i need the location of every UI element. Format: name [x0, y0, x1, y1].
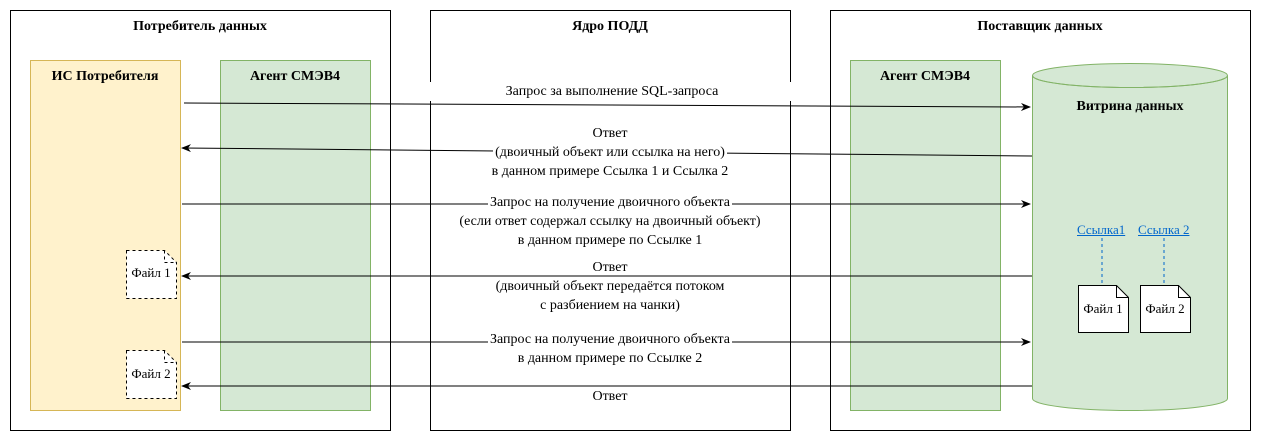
message-label: Ответ (двоичный объект передаётся потоком с разбиением на чанки) [495, 260, 725, 313]
consumer-file2-label: Файл 2 [131, 366, 171, 381]
provider-agent-title: Агент СМЭВ4 [879, 69, 971, 84]
consumer-agent-title: Агент СМЭВ4 [249, 69, 341, 84]
provider-file2-label: Файл 2 [1145, 301, 1185, 316]
message-label: Ответ (двоичный объект или ссылка на него) в данном примере Ссылка 1 и Ссылка 2 [491, 126, 729, 179]
provider-agent-block [851, 61, 1001, 411]
consumer-agent-block [221, 61, 371, 411]
message-label: Запрос на получение двоичного объекта (если ответ содержал ссылку на двоичный объект) в данном примере по Ссылке 1 [459, 195, 761, 248]
link2[interactable]: Ссылка 2 [1138, 222, 1190, 237]
consumer-file1-label: Файл 1 [131, 265, 171, 280]
message-label: Запрос на получение двоичного объекта в данном примере по Ссылке 2 [490, 332, 730, 366]
consumer-is-title: ИС Потребителя [51, 69, 159, 84]
message-label: Ответ [592, 389, 628, 404]
consumer-lane-title: Потребитель данных [133, 19, 267, 34]
message-label: Запрос за выполнение SQL-запроса [420, 82, 804, 101]
link1[interactable]: Ссылка1 [1077, 222, 1126, 237]
provider-file1-label: Файл 1 [1083, 301, 1123, 316]
data-showcase-title: Витрина данных [1076, 99, 1184, 114]
provider-lane-title: Поставщик данных [977, 19, 1103, 34]
core-lane-title: Ядро ПОДД [572, 19, 648, 34]
